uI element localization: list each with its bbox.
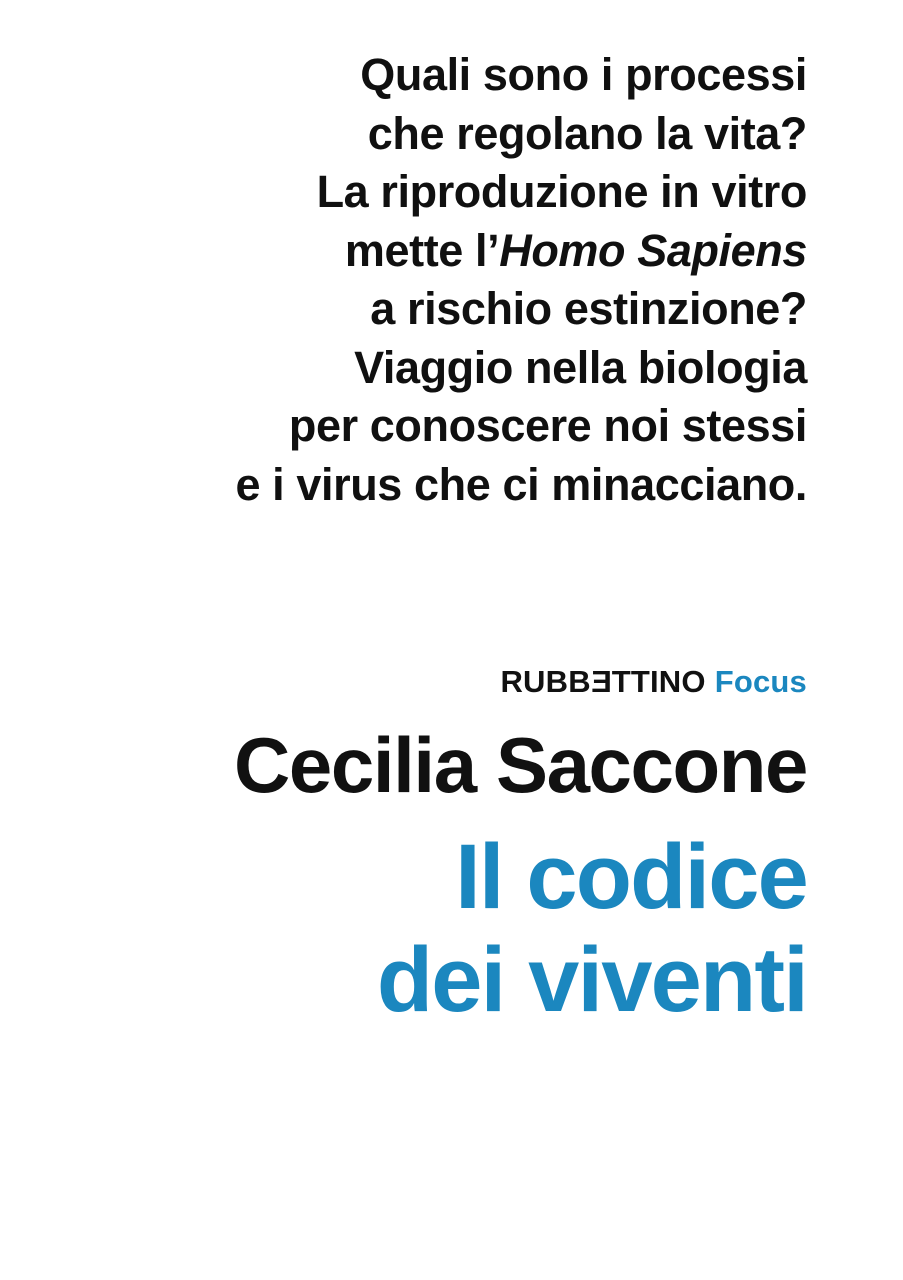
publisher-imprint: Focus [714, 664, 807, 699]
blurb-line-2: che regolano la vita? [367, 107, 807, 159]
blurb-line-1: Quali sono i processi [360, 49, 807, 100]
publisher-name-flipped-letter: E [590, 664, 612, 699]
blurb-line-8: e i virus che ci minacciano. [235, 458, 807, 510]
publisher-name [500, 664, 705, 699]
title-line-2: dei viventi [376, 929, 807, 1032]
cover-blurb [67, 46, 807, 514]
blurb-line-6: Viaggio nella biologia [354, 341, 807, 393]
blurb-line-4 [67, 222, 807, 281]
blurb-italic-phrase: Homo Sapiens [499, 224, 807, 276]
blurb-line-4-text: mette l’ [344, 224, 500, 276]
blurb-line-3: La riproduzione in vitro [316, 166, 807, 217]
blurb-line-5: a rischio estinzione? [370, 283, 807, 334]
title-line-1: Il codice [455, 826, 807, 928]
book-title [47, 826, 807, 1032]
publisher-name-part2: TTINO [611, 664, 706, 699]
blurb-line-7: per conoscere noi stessi [288, 400, 807, 451]
publisher-name-part1: RUBB [500, 664, 591, 699]
author-name: Cecilia Saccone [234, 721, 807, 809]
publisher-logo [500, 664, 807, 700]
